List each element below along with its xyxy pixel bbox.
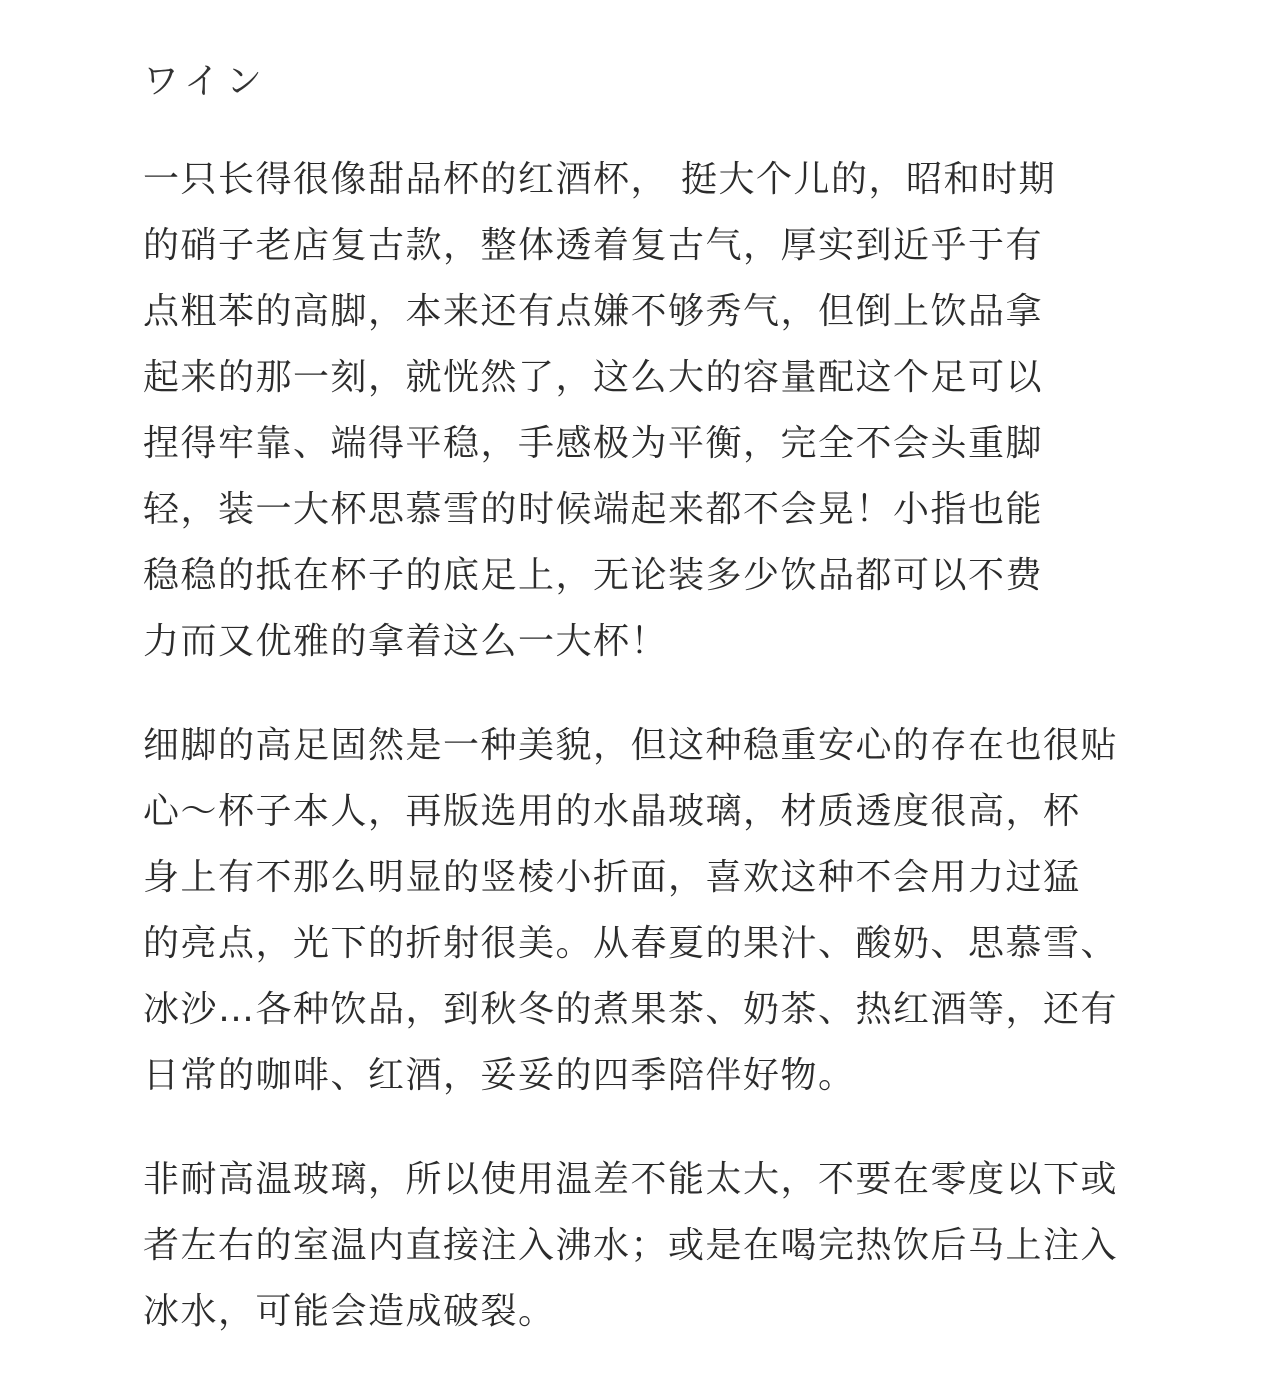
text-line: 点粗苯的高脚，本来还有点嫌不够秀气，但倒上饮品拿 — [143, 291, 1044, 333]
text-line: 轻，装一大杯思慕雪的时候端起来都不会晃！小指也能 — [143, 489, 1044, 531]
text-line: 非耐高温玻璃，所以使用温差不能太大，不要在零度以下或 — [143, 1159, 1119, 1201]
paragraph-3 — [143, 1147, 1138, 1345]
paragraph-1 — [143, 147, 1138, 675]
text-line: 一只长得很像甜品杯的红酒杯， 挺大个儿的，昭和时期 — [143, 159, 1056, 201]
text-line: 身上有不那么明显的竖棱小折面，喜欢这种不会用力过猛 — [143, 857, 1081, 899]
text-line: 起来的那一刻，就恍然了，这么大的容量配这个足可以 — [143, 357, 1044, 399]
text-line: 细脚的高足固然是一种美貌，但这种稳重安心的存在也很贴 — [143, 725, 1119, 767]
article-title: ワイン — [143, 61, 268, 102]
text-line: 者左右的室温内直接注入沸水；或是在喝完热饮后马上注入 — [143, 1225, 1119, 1267]
text-line: 日常的咖啡、红酒，妥妥的四季陪伴好物。 — [143, 1055, 856, 1097]
text-line: 心～杯子本人，再版选用的水晶玻璃，材质透度很高，杯 — [143, 791, 1081, 833]
text-line: 稳稳的抵在杯子的底足上，无论装多少饮品都可以不费 — [143, 555, 1044, 597]
text-line: 力而又优雅的拿着这么一大杯！ — [143, 621, 669, 663]
text-line: 捏得牢靠、端得平稳，手感极为平衡，完全不会头重脚 — [143, 423, 1044, 465]
text-line: 冰沙…各种饮品，到秋冬的煮果茶、奶茶、热红酒等，还有 — [143, 989, 1119, 1031]
paragraph-2 — [143, 713, 1138, 1109]
article-content — [143, 52, 1138, 1383]
text-line: 的亮点，光下的折射很美。从春夏的果汁、酸奶、思慕雪、 — [143, 923, 1119, 965]
text-line: 的硝子老店复古款，整体透着复古气，厚实到近乎于有 — [143, 225, 1044, 267]
text-line: 冰水，可能会造成破裂。 — [143, 1291, 556, 1333]
